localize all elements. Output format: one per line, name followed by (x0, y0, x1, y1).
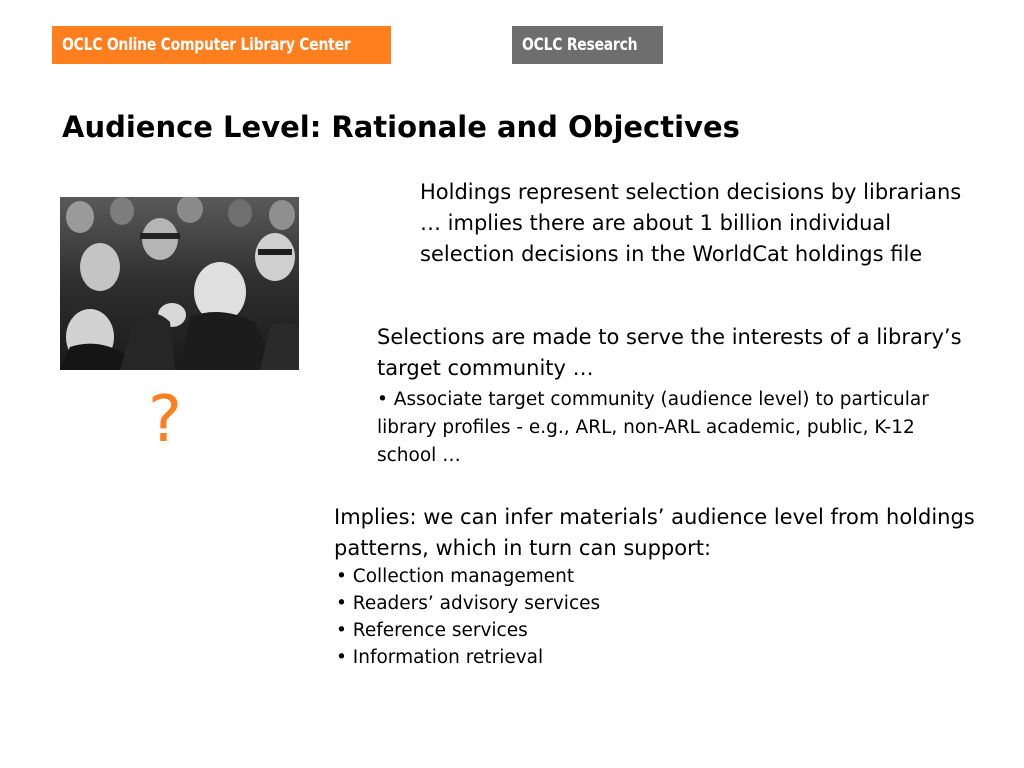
list-item: • Collection management (336, 563, 600, 590)
list-item: • Readers’ advisory services (336, 590, 600, 617)
target-community-bullet: • Associate target community (audience level) to particular library profiles - e.g., ARL, non-ARL academic, public, K-12 school … (377, 389, 929, 466)
slide-title: Audience Level: Rationale and Objectives (62, 110, 740, 144)
oclc-research-logo-text: OCLC Research (522, 35, 638, 55)
question-mark: ? (148, 383, 182, 457)
implies-paragraph: Implies: we can infer materials’ audience level from holdings patterns, which in turn can support: (334, 505, 975, 560)
audience-photo-image (60, 197, 299, 370)
oclc-logo (52, 26, 391, 64)
selections-paragraph: Selections are made to serve the interests of a library’s target community … (377, 325, 962, 380)
oclc-logo-text: OCLC Online Computer Library Center (62, 35, 351, 55)
oclc-research-logo (512, 26, 663, 64)
holdings-paragraph: Holdings represent selection decisions by librarians … implies there are about 1 billion individual selection decisions in the WorldCat holdings file (420, 180, 962, 266)
list-item: • Reference services (336, 617, 600, 644)
list-item: • Information retrieval (336, 644, 600, 671)
support-list (336, 563, 600, 671)
audience-photo (60, 197, 299, 370)
